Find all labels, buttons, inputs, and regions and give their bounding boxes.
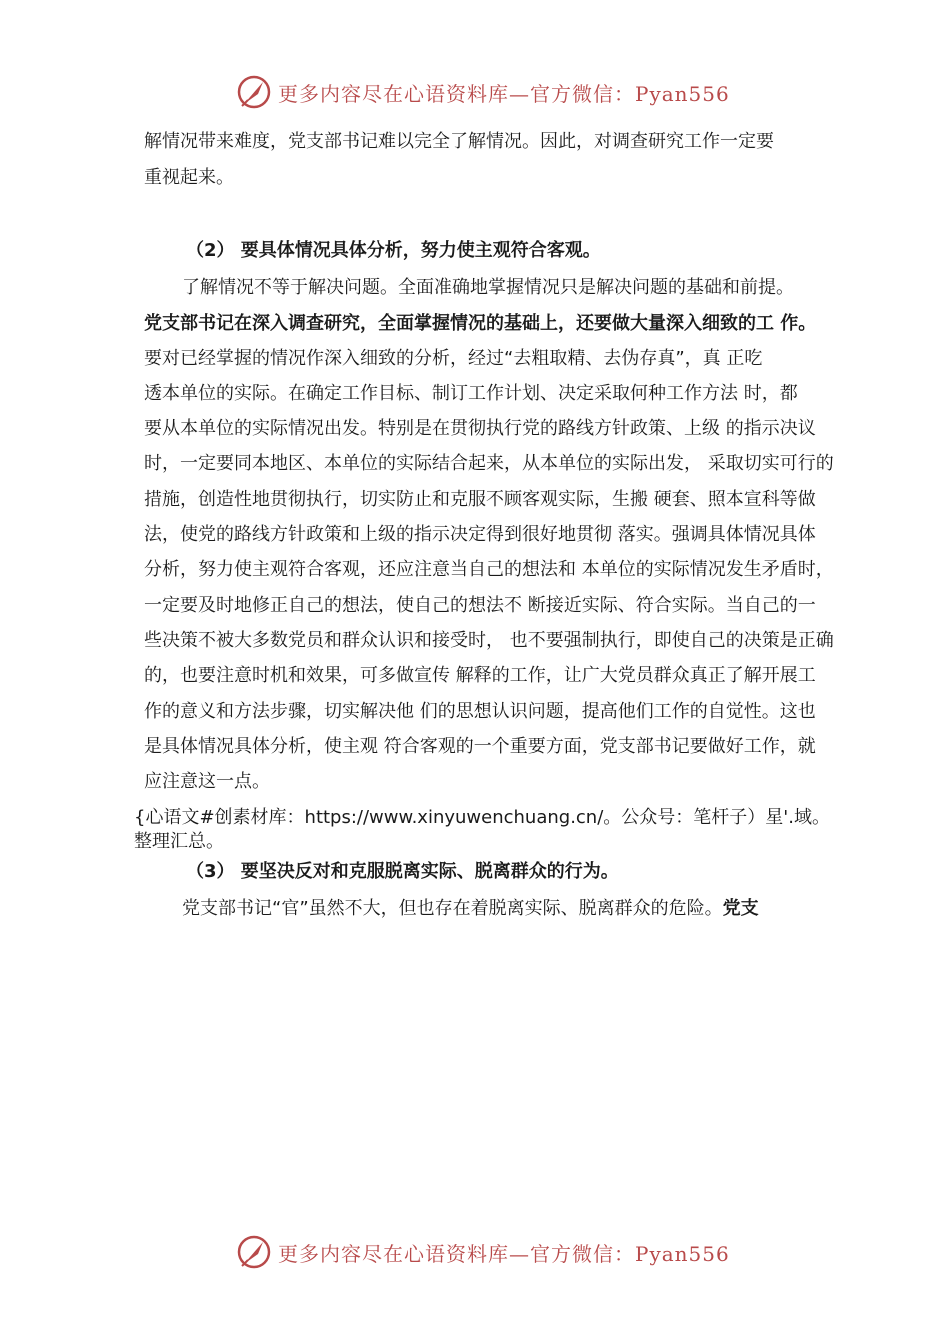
paragraph-line: 透本单位的实际。在确定工作目标、制订工作计划、决定采取何种工作方法 时，都 bbox=[144, 383, 798, 404]
section-3-text-bold: 党支 bbox=[722, 898, 759, 919]
paragraph-line: 是具体情况具体分析，使主观 符合客观的一个重要方面，党支部书记要做好工作，就 bbox=[144, 736, 816, 757]
paragraph-line: 了解情况不等于解决问题。全面准确地掌握情况只是解决问题的基础和前提。 bbox=[182, 277, 794, 298]
section-3-heading: （3） 要坚决反对和克服脱离实际、脱离群众的行为。 bbox=[186, 861, 619, 882]
footer-banner bbox=[236, 1232, 730, 1272]
quill-logo-icon bbox=[236, 74, 272, 110]
paragraph-line: 措施，创造性地贯彻执行，切实防止和克服不顾客观实际，生搬 硬套、照本宣科等做 bbox=[144, 489, 816, 510]
intro-line-2: 重视起来。 bbox=[144, 167, 234, 188]
paragraph-line: 一定要及时地修正自己的想法，使自己的想法不 断接近实际、符合实际。当自己的一 bbox=[144, 595, 816, 616]
section-2-heading: （2） 要具体情况具体分析，努力使主观符合客观。 bbox=[186, 240, 601, 261]
paragraph-line: 些决策不被大多数党员和群众认识和接受时， 也不要强制执行，即使自己的决策是正确 bbox=[144, 630, 834, 651]
intro-line-1: 解情况带来难度，党支部书记难以完全了解情况。因此，对调查研究工作一定要 bbox=[144, 131, 774, 152]
header-banner bbox=[236, 72, 730, 112]
paragraph-line: 时，一定要同本地区、本单位的实际结合起来，从本单位的实际出发， 采取切实可行的 bbox=[144, 453, 834, 474]
paragraph-line: 法，使党的路线方针政策和上级的指示决定得到很好地贯彻 落实。强调具体情况具体 bbox=[144, 524, 816, 545]
source-note-line-2: 整理汇总。 bbox=[134, 831, 224, 852]
quill-logo-icon bbox=[236, 1234, 272, 1270]
paragraph-line: 要对已经掌握的情况作深入细致的分析，经过“去粗取精、去伪存真”，真 正吃 bbox=[144, 348, 763, 369]
paragraph-line: 作的意义和方法步骤，切实解决他 们的思想认识问题，提高他们工作的自觉性。这也 bbox=[144, 701, 816, 722]
paragraph-line: 的，也要注意时机和效果，可多做宣传 解释的工作，让广大党员群众真正了解开展工 bbox=[144, 665, 816, 686]
header-banner-text: 更多内容尽在心语资料库—官方微信：Pyan556 bbox=[278, 81, 730, 106]
paragraph-line: 分析，努力使主观符合客观，还应注意当自己的想法和 本单位的实际情况发生矛盾时， bbox=[144, 559, 834, 580]
section-3-line bbox=[182, 897, 759, 921]
paragraph-line: 要从本单位的实际情况出发。特别是在贯彻执行党的路线方针政策、上级 的指示决议 bbox=[144, 418, 816, 439]
section-3-text: 党支部书记“官”虽然不大，但也存在着脱离实际、脱离群众的危险。 bbox=[182, 898, 723, 919]
footer-banner-text: 更多内容尽在心语资料库—官方微信：Pyan556 bbox=[278, 1241, 730, 1266]
source-note-line-1: {心语文#创素材库：https://www.xinyuwenchuang.cn/。公众号：笔杆子）星'.域。 bbox=[134, 807, 830, 828]
paragraph-line-bold: 党支部书记在深入调查研究，全面掌握情况的基础上，还要做大量深入细致的工 作。 bbox=[144, 313, 817, 334]
paragraph-line: 应注意这一点。 bbox=[144, 771, 270, 792]
